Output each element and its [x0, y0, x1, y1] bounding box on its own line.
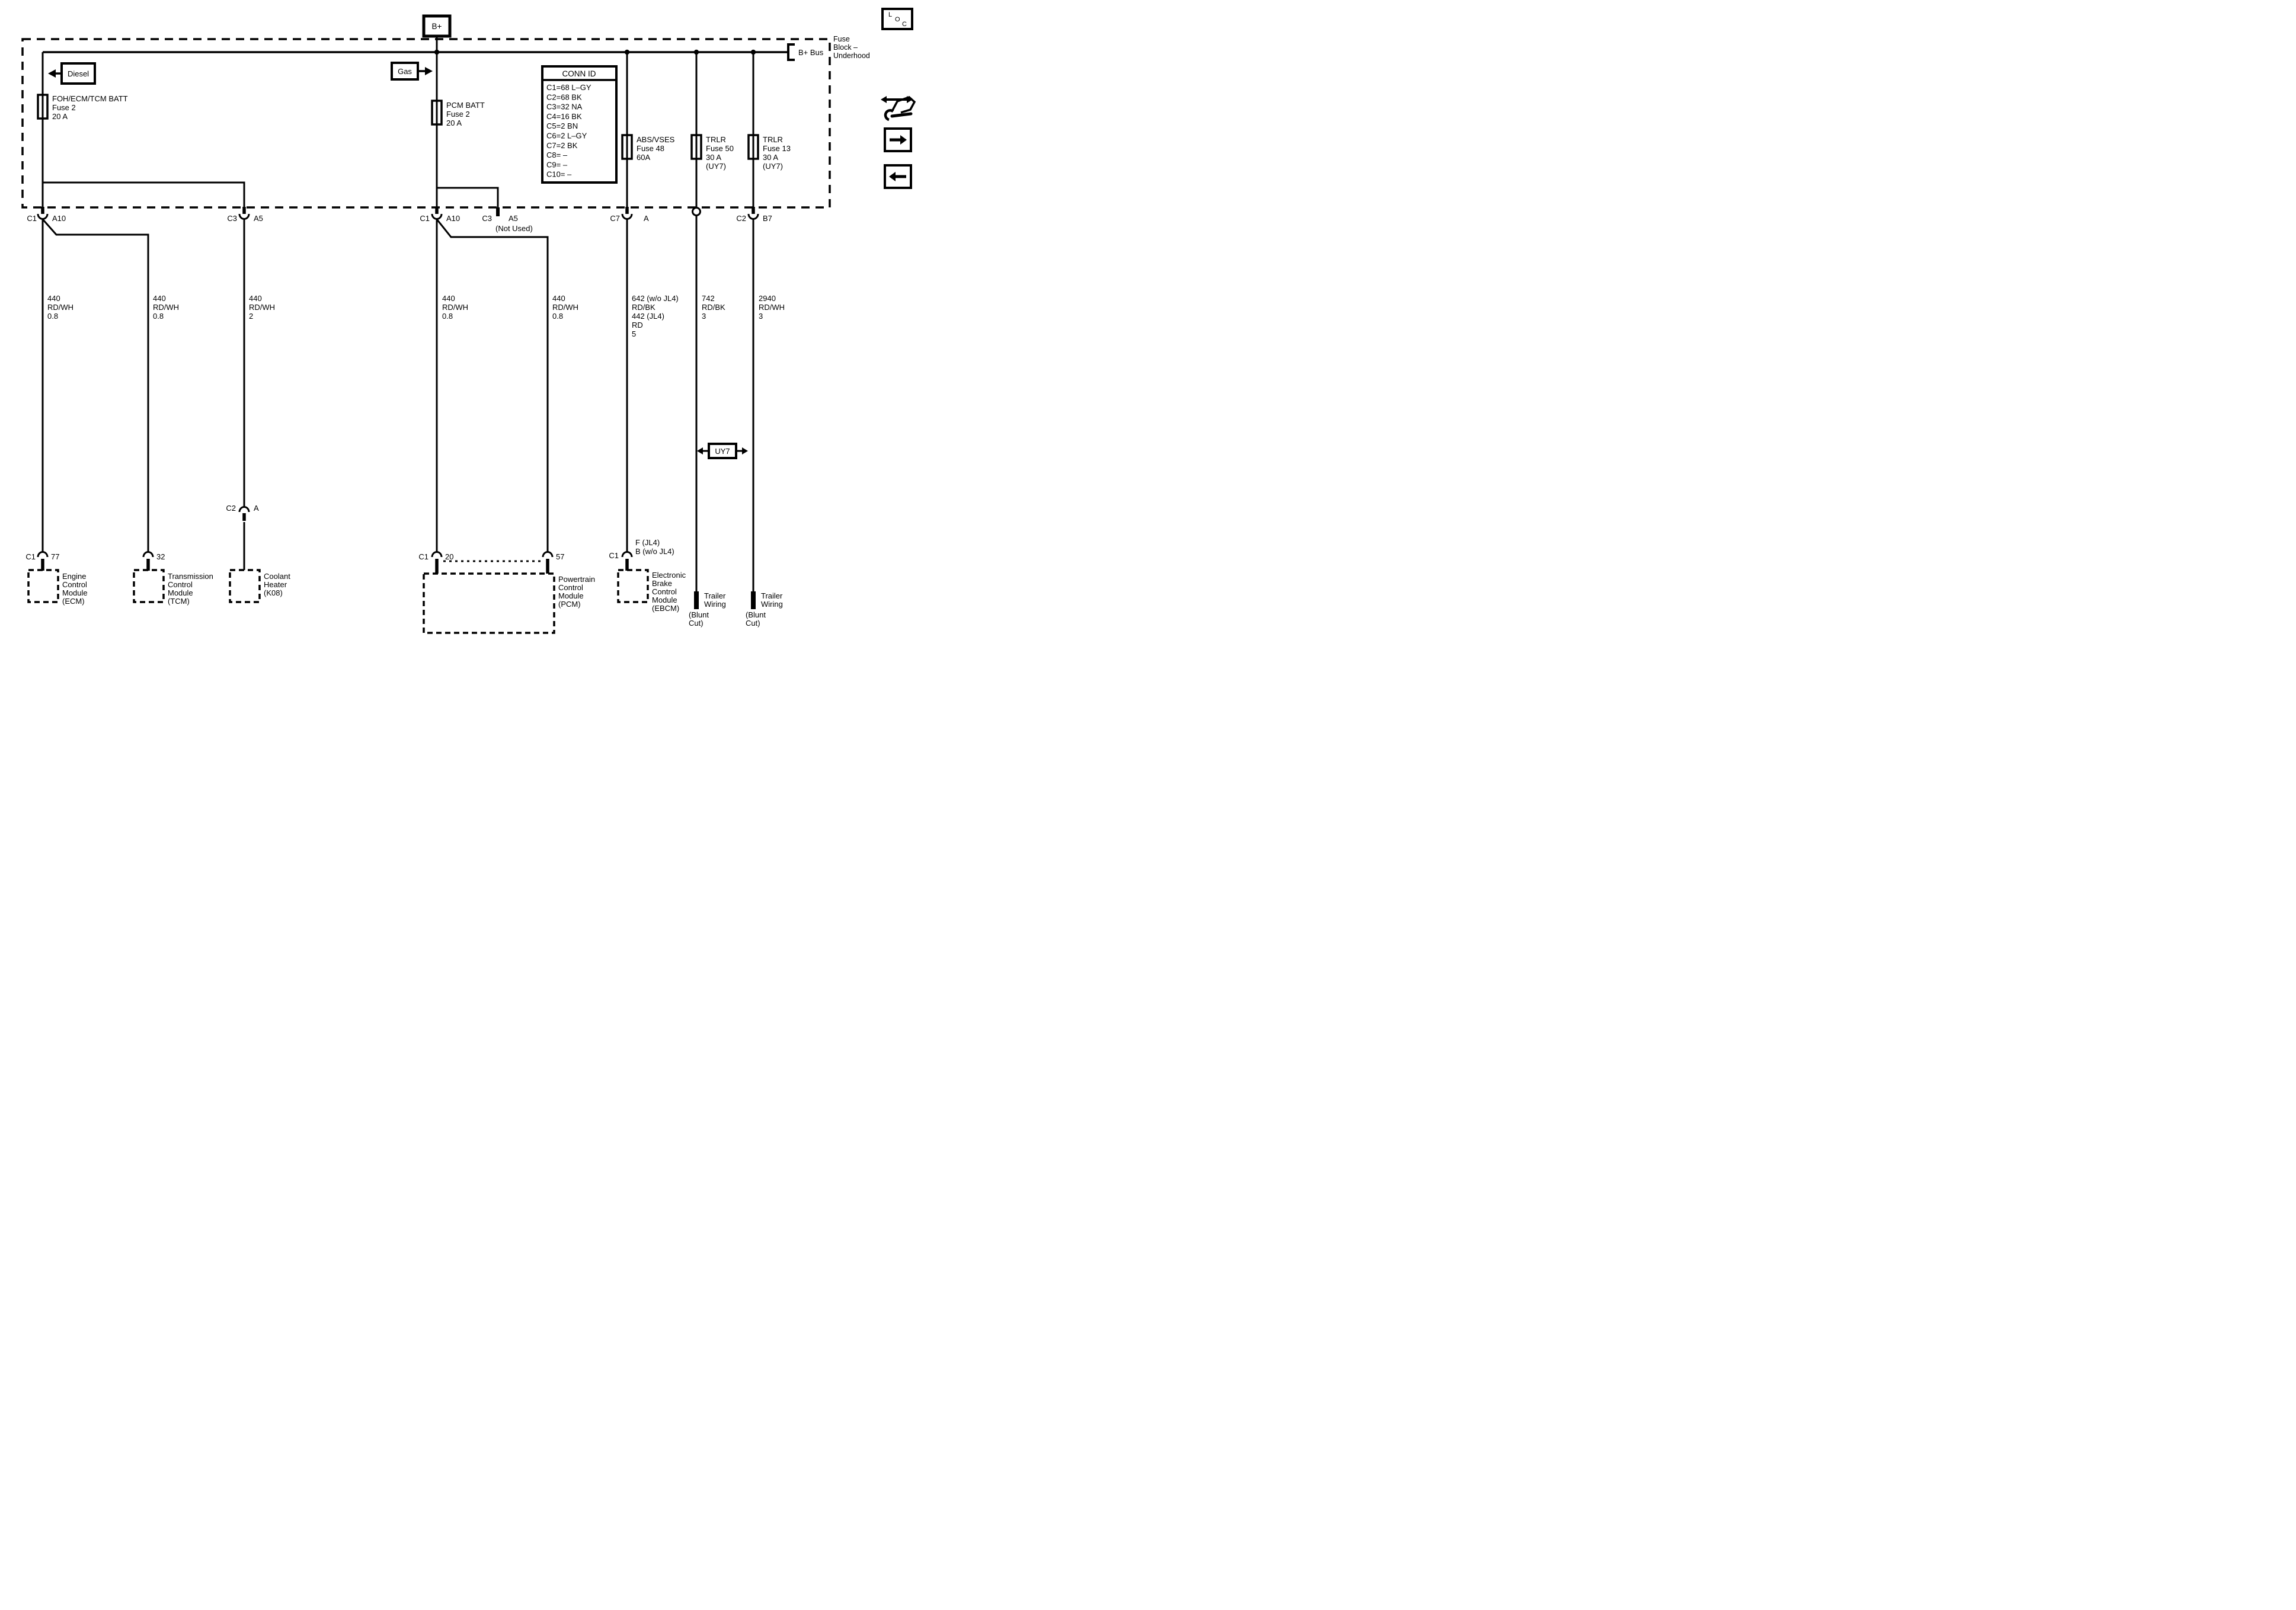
b-plus-bus-label: B+ Bus	[798, 48, 824, 57]
b-plus-label: B+	[431, 22, 442, 31]
connector-c1-a10-pcm	[420, 207, 460, 223]
trailer-wiring-2	[746, 591, 783, 628]
connector-label-wo-jl4: B (w/o JL4)	[635, 547, 674, 556]
connector-pin	[435, 207, 439, 214]
connector-label-left: C7	[610, 214, 620, 223]
junction-dot	[625, 50, 629, 55]
pass-through-grommet-icon	[693, 208, 701, 216]
blunt-cut-label: Cut)	[689, 619, 703, 628]
connector-label-left: C1	[418, 552, 428, 561]
connector-label-pin20: 20	[445, 552, 454, 561]
module-name: Control	[652, 587, 677, 596]
module-abbrev: (ECM)	[62, 597, 85, 606]
conn-id-title: CONN ID	[562, 69, 596, 78]
trailer-label: Wiring	[704, 600, 726, 609]
connector-socket-icon	[38, 552, 47, 558]
connector-pin	[242, 207, 246, 214]
module-abbrev: (TCM)	[168, 597, 190, 606]
module-name: Control	[168, 580, 193, 589]
uy7-right-arrow-icon	[742, 447, 748, 454]
blunt-cut-terminal	[751, 591, 756, 609]
connector-socket-icon	[239, 507, 249, 513]
fuse-trlr13-rating: 30 A	[763, 153, 779, 162]
conn-id-row: C6=2 L–GY	[546, 131, 587, 140]
module-ebcm	[609, 538, 686, 613]
module-name: Heater	[264, 580, 287, 589]
connector-pin	[41, 207, 44, 214]
wire-color: RD/WH	[153, 303, 180, 312]
module-name: Module	[558, 591, 584, 600]
module-name: Brake	[652, 579, 672, 588]
connector-label-right: A	[644, 214, 649, 223]
conn-id-row: C3=32 NA	[546, 102, 583, 111]
connector-pin	[625, 207, 629, 214]
conn-id-table	[542, 66, 616, 183]
connector-socket-icon	[622, 214, 632, 219]
circuit-number: 642 (w/o JL4)	[632, 294, 679, 303]
loc-letter-c: C	[902, 21, 907, 28]
wrench-arrows-icon[interactable]	[881, 96, 914, 120]
module-name: Transmission	[168, 572, 213, 581]
circuit-number: 440	[552, 294, 565, 303]
junction-dot	[751, 50, 756, 55]
uy7-left-arrow-icon	[697, 447, 703, 454]
module-abbrev: (K08)	[264, 588, 283, 597]
module-box	[134, 570, 164, 602]
fuse-foh-ecm-tcm-batt	[38, 94, 128, 121]
connector-label-left: C1	[420, 214, 430, 223]
trailer-label: Trailer	[761, 591, 783, 600]
connector-pin	[435, 559, 439, 574]
connector-label-right: A10	[446, 214, 461, 223]
conn-id-row: C5=2 BN	[546, 121, 578, 131]
fuse-trlr50-number: Fuse 50	[706, 144, 734, 153]
stub-terminal	[496, 207, 500, 216]
fuse-abs-name: ABS/VSES	[637, 135, 675, 144]
circuit-number: 440	[47, 294, 60, 303]
connector-label-right: B7	[763, 214, 772, 223]
circuit-number: 440	[442, 294, 455, 303]
circuit-number: 2940	[759, 294, 776, 303]
wiring-diagram-page	[0, 0, 919, 644]
connector-socket-icon	[239, 214, 249, 219]
connector-socket-icon	[38, 214, 47, 219]
connector-label-left: C2	[736, 214, 746, 223]
wire-color: RD/WH	[249, 303, 276, 312]
wire-label-742-trailer1	[702, 294, 725, 321]
gas-tag-label: Gas	[398, 67, 412, 76]
wire-gauge: 0.8	[47, 312, 59, 321]
connector-pin	[752, 207, 755, 214]
trailer-label: Trailer	[704, 591, 726, 600]
connector-label-right: A5	[254, 214, 263, 223]
conn-id-row: C9= –	[546, 160, 568, 169]
b-plus-bus-bracket	[788, 44, 795, 60]
wire-gauge: 3	[702, 312, 706, 321]
module-box	[424, 574, 554, 633]
wire-color-alt: RD	[632, 321, 643, 329]
connector-socket-icon	[143, 552, 153, 558]
connector-socket-icon	[432, 552, 442, 558]
wire-color: RD/BK	[632, 303, 655, 312]
diesel-arrow-icon	[48, 69, 56, 78]
wire-color: RD/WH	[759, 303, 785, 312]
connector-label-right: 32	[156, 552, 165, 561]
connector-label-jl4: F (JL4)	[635, 538, 660, 547]
not-used-note: (Not Used)	[495, 224, 533, 233]
conn-id-row: C7=2 BK	[546, 140, 578, 150]
connector-label-left: C3	[482, 214, 492, 223]
connector-socket-icon	[543, 552, 552, 558]
connector-label-right: 77	[51, 552, 60, 561]
right-arrow-icon	[900, 135, 907, 145]
fuse-abs-rating: 60A	[637, 153, 651, 162]
fuse-pcm-number: Fuse 2	[446, 110, 470, 119]
wire-label-440-heater	[249, 294, 275, 321]
fuse-foh-name: FOH/ECM/TCM BATT	[52, 94, 128, 103]
circuit-number: 440	[249, 294, 262, 303]
fuse-foh-rating: 20 A	[52, 112, 68, 121]
fuse-abs-number: Fuse 48	[637, 144, 664, 153]
module-name: Coolant	[264, 572, 290, 581]
wire-gauge: 2	[249, 312, 254, 321]
wire-a5-stub-branch	[437, 188, 498, 207]
module-name: Control	[62, 580, 87, 589]
connector-label-right: A5	[509, 214, 518, 223]
connector-pin	[625, 559, 629, 571]
module-name: Module	[62, 588, 88, 597]
wire-coolant-heater	[43, 183, 244, 570]
loc-letter-o: O	[895, 16, 900, 23]
circuit-number: 440	[153, 294, 166, 303]
conn-id-row: C4=16 BK	[546, 111, 582, 121]
double-arrow-left-head	[881, 96, 887, 103]
connector-label-left: C1	[609, 551, 619, 560]
blunt-cut-label: Cut)	[746, 619, 760, 628]
wire-label-440-pcm20	[442, 294, 468, 321]
module-box	[28, 570, 58, 602]
trailer-label: Wiring	[761, 600, 783, 609]
module-name: Module	[168, 588, 193, 597]
module-name: Engine	[62, 572, 87, 581]
connector-label-left: C1	[27, 214, 37, 223]
wire-tcm-branch	[43, 219, 148, 552]
fuse-trlr-13	[749, 135, 791, 171]
gas-branch-tag[interactable]	[392, 63, 433, 79]
fuse-trlr13-name: TRLR	[763, 135, 783, 144]
conn-id-row: C10= –	[546, 169, 572, 179]
wire-label-440-tcm	[153, 294, 179, 321]
wire-label-440-pcm57	[552, 294, 578, 321]
module-ecm	[25, 552, 87, 606]
module-box	[618, 570, 648, 602]
diesel-tag-label: Diesel	[67, 69, 89, 78]
diesel-branch-tag[interactable]	[48, 63, 95, 84]
module-name: Control	[558, 583, 583, 592]
previous-page-button[interactable]	[885, 165, 911, 188]
connector-pin	[41, 559, 44, 571]
conn-id-row: C8= –	[546, 151, 568, 160]
wire-label-440-ecm	[47, 294, 73, 321]
connector-label-left: C1	[25, 552, 36, 561]
module-name: Powertrain	[558, 575, 596, 584]
connector-socket-icon	[749, 214, 758, 219]
connector-socket-icon	[432, 214, 442, 219]
connector-label-left: C3	[227, 214, 237, 223]
connector-c1-a10-ecm	[27, 207, 66, 223]
blunt-cut-terminal	[694, 591, 699, 609]
wire-gauge: 5	[632, 329, 637, 338]
fuse-block-underhood-label	[833, 35, 870, 60]
b-plus-source[interactable]	[424, 16, 450, 36]
blunt-cut-label: (Blunt	[746, 610, 766, 619]
wire-gauge: 0.8	[552, 312, 564, 321]
fuse-trlr50-name: TRLR	[706, 135, 726, 144]
wire-gauge: 0.8	[153, 312, 164, 321]
connector-pin	[546, 559, 549, 574]
wire-label-2940-trailer2	[759, 294, 785, 321]
wire-color: RD/BK	[702, 303, 725, 312]
module-coolant-heater	[230, 570, 290, 602]
connector-socket-icon	[622, 552, 632, 558]
module-abbrev: (EBCM)	[652, 604, 680, 613]
junction-dot	[694, 50, 699, 55]
connector-c3-a5-heater	[227, 207, 263, 223]
conn-id-row: C1=68 L–GY	[546, 83, 591, 92]
loc-button[interactable]	[882, 9, 912, 29]
wire-color: RD/WH	[552, 303, 579, 312]
connector-pin	[242, 513, 246, 521]
b-plus-bus	[788, 44, 824, 60]
fuse-block-label-line1: Fuse	[833, 35, 850, 43]
fuse-pcm-name: PCM BATT	[446, 101, 485, 110]
wire-color: RD/WH	[47, 303, 74, 312]
module-name: Electronic	[652, 571, 686, 580]
uy7-option-tag[interactable]	[697, 444, 748, 458]
loc-letter-l: L	[888, 11, 893, 18]
connector-label-right: A10	[52, 214, 66, 223]
connector-label-left: C2	[226, 504, 236, 513]
connector-label-pin57: 57	[556, 552, 565, 561]
fuse-trlr13-option: (UY7)	[763, 162, 783, 171]
wire-color: RD/WH	[442, 303, 469, 312]
wire-label-642-442-ebcm	[632, 294, 679, 338]
uy7-tag-label: UY7	[715, 447, 730, 456]
fuse-foh-number: Fuse 2	[52, 103, 76, 112]
wire-pcm57-branch	[437, 219, 548, 552]
fuse-trlr50-rating: 30 A	[706, 153, 722, 162]
fuse-pcm-batt	[432, 101, 485, 127]
connector-c2-a-heater-mid	[226, 504, 259, 521]
trailer-wiring-1	[689, 591, 726, 628]
module-pcm	[418, 552, 595, 633]
fuse-abs-vses	[622, 135, 675, 162]
junction-dot	[434, 50, 439, 55]
connector-c3-a5-not-used	[482, 207, 532, 233]
fuse-trlr50-option: (UY7)	[706, 162, 726, 171]
fuse-block-label-line2: Block –	[833, 43, 858, 52]
connector-label-right: A	[254, 504, 259, 513]
wire-gauge: 3	[759, 312, 763, 321]
connector-c7-a-ebcm	[610, 207, 649, 223]
gas-arrow-icon	[425, 67, 433, 75]
module-abbrev: (PCM)	[558, 600, 581, 609]
wrench-handle	[892, 114, 911, 116]
fuse-block-label-line3: Underhood	[833, 52, 870, 60]
fuse-trlr13-number: Fuse 13	[763, 144, 791, 153]
conn-id-row: C2=68 BK	[546, 92, 582, 102]
left-arrow-icon	[889, 172, 896, 181]
fuse-pcm-rating: 20 A	[446, 119, 462, 127]
module-name: Module	[652, 596, 677, 604]
wire-gauge: 0.8	[442, 312, 453, 321]
next-page-button[interactable]	[885, 129, 911, 151]
module-box	[230, 570, 260, 602]
module-tcm	[134, 552, 213, 606]
connector-pin	[146, 559, 150, 571]
circuit-number-alt: 442 (JL4)	[632, 312, 664, 321]
connector-c2-b7-trailer	[736, 207, 772, 223]
fuse-trlr-50	[692, 135, 734, 171]
blunt-cut-label: (Blunt	[689, 610, 709, 619]
circuit-number: 742	[702, 294, 715, 303]
